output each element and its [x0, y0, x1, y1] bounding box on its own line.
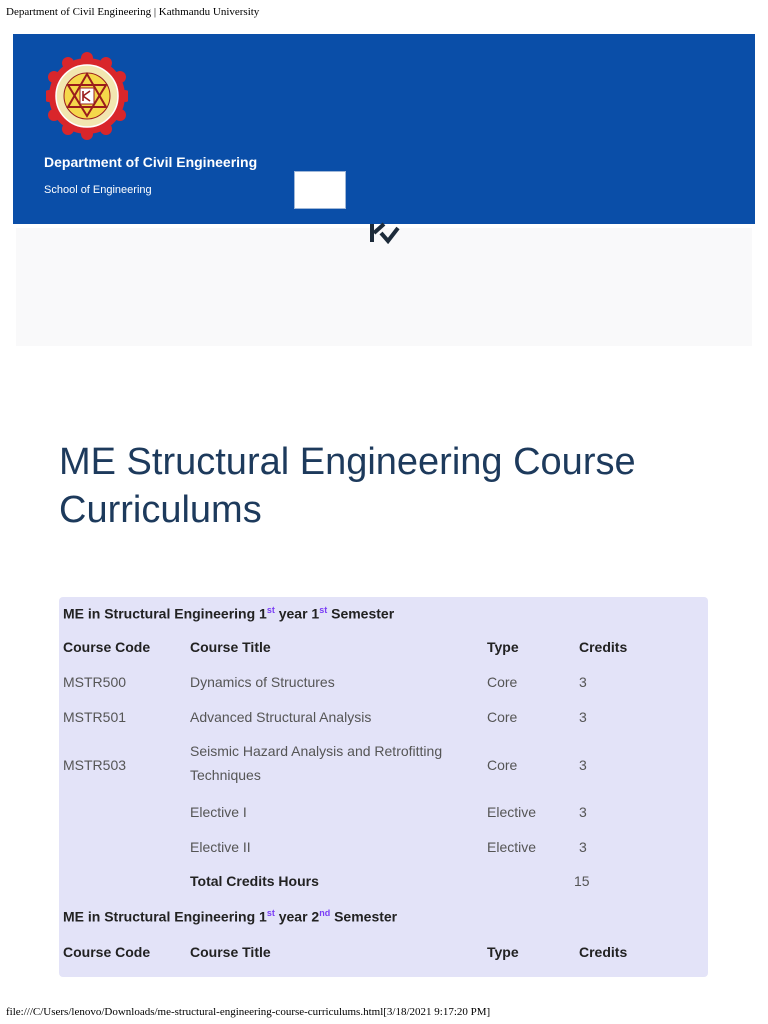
semester-heading-text: ME in Structural Engineering 1st year 1st Semester: [63, 605, 395, 622]
course-code: MSTR501: [63, 709, 127, 725]
school-subtitle: School of Engineering: [44, 184, 152, 196]
menu-toggle-box[interactable]: [294, 171, 346, 209]
department-title[interactable]: Department of Civil Engineering: [44, 154, 258, 170]
ku-k-logo-icon: [369, 222, 401, 244]
course-title: Elective I: [190, 804, 247, 820]
course-type: Core: [487, 709, 518, 725]
page-title: ME Structural Engineering Course Curriculums: [59, 441, 636, 531]
table-row: [59, 743, 708, 787]
course-type: Elective: [487, 839, 537, 855]
print-header: Department of Civil Engineering | Kathmandu University: [6, 6, 260, 18]
total-value: 15: [574, 873, 590, 889]
course-credits: 3: [579, 804, 587, 820]
print-footer: file:///C/Users/lenovo/Downloads/me-structural-engineering-course-curriculums.html[3/18/2021 9:17:20 PM]: [6, 1006, 491, 1018]
col-credits: Credits: [579, 944, 628, 960]
course-title-line2: Techniques: [190, 767, 261, 783]
course-type: Core: [487, 674, 518, 690]
col-credits: Credits: [579, 639, 628, 655]
course-title: Advanced Structural Analysis: [190, 709, 372, 725]
course-code: MSTR500: [63, 674, 127, 690]
curriculum-table: [59, 597, 708, 977]
site-banner: [13, 34, 755, 224]
hero-panel: [16, 228, 752, 346]
col-type: Type: [487, 944, 519, 960]
course-credits: 3: [579, 709, 587, 725]
course-code: MSTR503: [63, 757, 127, 773]
semester-heading-text: ME in Structural Engineering 1st year 2nd Semester: [63, 908, 398, 925]
course-credits: 3: [579, 757, 587, 773]
col-course-title: Course Title: [190, 639, 271, 655]
kathmandu-university-seal-icon[interactable]: [46, 52, 128, 140]
course-title-line1: Seismic Hazard Analysis and Retrofitting: [190, 743, 443, 759]
course-title: Elective II: [190, 839, 251, 855]
total-label: Total Credits Hours: [190, 873, 319, 889]
course-credits: 3: [579, 674, 587, 690]
col-course-code: Course Code: [63, 639, 151, 655]
course-type: Core: [487, 757, 518, 773]
course-type: Elective: [487, 804, 537, 820]
col-course-code: Course Code: [63, 944, 151, 960]
course-title: Dynamics of Structures: [190, 674, 335, 690]
course-credits: 3: [579, 839, 587, 855]
col-type: Type: [487, 639, 519, 655]
col-course-title: Course Title: [190, 944, 271, 960]
